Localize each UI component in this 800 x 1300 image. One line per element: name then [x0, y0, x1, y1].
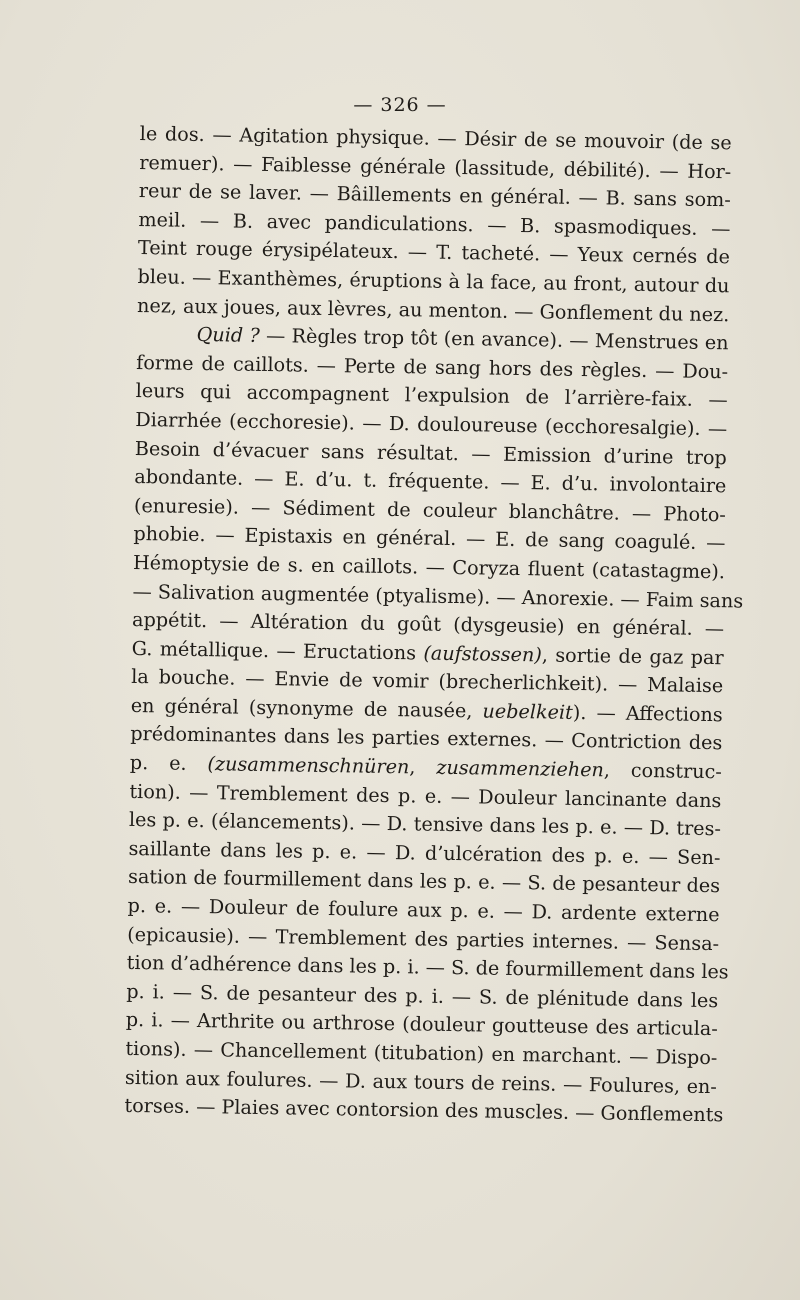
body-text — [124, 120, 744, 1130]
page-number: — 326 — — [353, 94, 447, 116]
text-segment: G. métallique. — Eructations — [131, 636, 424, 665]
text-segment: p. i. — Arthrite ou arthrose (douleur goutteuse des articula- — [125, 1008, 718, 1041]
text-segment: Teint rouge érysipélateux. — T. tacheté. — Yeux cernés de — [137, 236, 731, 269]
text-segment: sation de fourmillement dans les p. e. — S. de pesanteur des — [127, 865, 721, 898]
text-segment: Besoin d’évacuer sans résultat. — Emission d’urine trop — [134, 436, 727, 469]
text-segment: p. e. — Douleur de foulure aux p. e. — D. ardente externe — [127, 893, 720, 927]
text-segment: , sortie de gaz par — [541, 643, 724, 669]
text-segment: saillante dans les p. e. — D. d’ulcération des p. e. — Sen- — [128, 836, 721, 870]
text-segment: torses. — Plaies avec contorsion des muscles. — Gonflements — [124, 1094, 724, 1127]
text-segment: — Salivation augmentée (ptyalisme). — Anorexie. — Faim sans — [132, 579, 744, 613]
text-segment: remuer). — Faiblesse générale (lassitude, débilité). — Hor- — [139, 150, 732, 183]
text-segment: abondante. — E. d’u. t. fréquente. — E. d’u. involontaire — [134, 465, 727, 498]
text-segment: p. e. — [129, 750, 208, 776]
text-segment: — Règles trop tôt (en avance). — Menstrues en — [259, 324, 729, 355]
text-segment: bleu. — Exanthèmes, éruptions à la face, au front, autour du — [137, 264, 730, 298]
text-segment: (enuresie). — Sédiment de couleur blanchâtre. — Photo- — [133, 493, 727, 526]
text-segment: sition aux foulures. — D. aux tours de reins. — Foulures, en- — [124, 1065, 718, 1098]
italic-text: (aufstossen) — [423, 641, 542, 667]
text-segment: ). — Affections — [572, 700, 723, 727]
text-segment: tion). — Tremblement des p. e. — Douleur lancinante dans — [129, 779, 722, 812]
italic-text: zusammenziehen — [436, 755, 605, 782]
text-segment: leurs qui accompagnent l’expulsion de l’arrière-faix. — — [135, 379, 728, 412]
italic-text: Quid ? — [196, 323, 260, 348]
text-segment: le dos. — Agitation physique. — Désir de se mouvoir (de se — [139, 121, 732, 155]
text-segment: phobie. — Epistaxis en général. — E. de sang coagulé. — — [133, 522, 726, 555]
text-segment: la bouche. — Envie de vomir (brecherlichkeit). — Malaise — [131, 665, 724, 698]
text-segment: les p. e. (élancements). — D. tensive dans les p. e. — D. tres- — [128, 808, 722, 841]
text-segment: prédominantes dans les parties externes. — Contriction des — [130, 722, 723, 755]
text-segment: forme de caillots. — Perte de sang hors des règles. — Dou- — [136, 350, 729, 384]
text-segment: nez, aux joues, aux lèvres, au menton. — Gonflement du nez. — [136, 293, 730, 326]
text-segment: (epicausie). — Tremblement des parties internes. — Sensa- — [127, 922, 720, 955]
text-segment: Hémoptysie de s. en caillots. — Coryza fluent (catastagme). — [132, 550, 726, 584]
italic-text: uebelkeit — [482, 699, 574, 724]
italic-text: (zusammenschnüren — [207, 752, 410, 779]
text-segment: tions). — Chancellement (titubation) en marchant. — Dispo- — [125, 1036, 718, 1070]
text-segment: reur de se laver. — Bâillements en général. — B. sans som- — [138, 179, 731, 212]
text-segment: , — [409, 755, 437, 779]
text-segment: tion d’adhérence dans les p. i. — S. de fourmillement dans les — [126, 951, 729, 984]
text-segment: meil. — B. avec pandiculations. — B. spasmodiques. — — [138, 207, 731, 241]
text-segment: appétit. — Altération du goût (dysgeusie) en général. — — [131, 608, 725, 641]
text-segment: , construc- — [603, 758, 723, 784]
text-segment: Diarrhée (ecchoresie). — D. douloureuse (ecchoresalgie). — — [135, 407, 728, 441]
text-segment: p. i. — S. de pesanteur des p. i. — S. de plénitude dans les — [126, 979, 719, 1013]
text-segment: en général (synonyme de nausée, — [130, 693, 483, 723]
